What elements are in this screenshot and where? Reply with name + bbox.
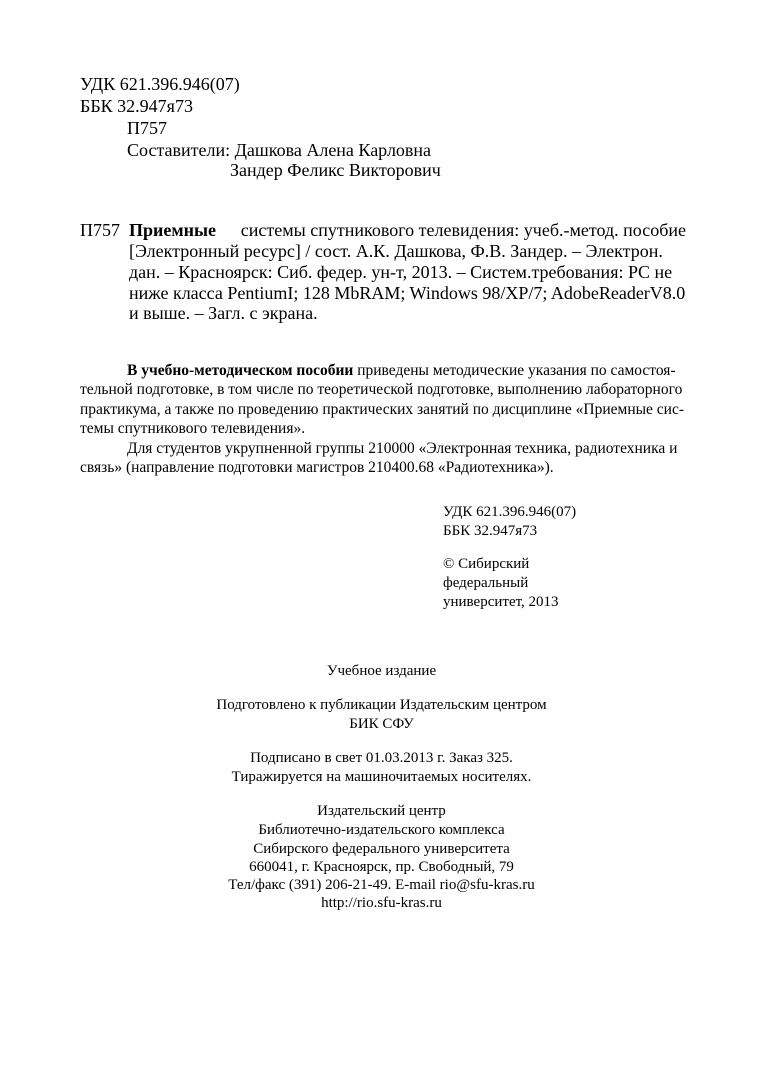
- abstract-bold-start: В учебно-методическом пособии: [127, 362, 354, 379]
- prepared-line-1: Подготовлено к публикации Издательским центром: [216, 697, 547, 713]
- bbk-code: ББК 32.947я73: [80, 96, 193, 116]
- compiler-second: Зандер Феликс Викторович: [230, 160, 441, 180]
- bib-line-2: [Электронный ресурс] / сост. А.К. Дашкова, Ф.В. Зандер. – Электрон.: [129, 241, 663, 261]
- bib-line-1-text: системы спутникового телевидения: учеб.-метод. пособие: [240, 220, 686, 240]
- abstract-line-5: Для студентов укрупненной группы 210000 «Электронная техника, радиотехника и: [127, 440, 678, 457]
- publisher-contacts: Тел/факс (391) 206-21-49. E-mail rio@sfu-kras.ru: [228, 877, 535, 893]
- bib-line-1: [129, 219, 686, 241]
- bib-title-bold: Приемные: [129, 220, 217, 240]
- copyright-line-2: федеральный: [443, 575, 529, 591]
- publisher-line-1: Издательский центр: [317, 803, 446, 819]
- copyright-line-1: © Сибирский: [443, 556, 530, 572]
- compilers-line: Составители: Дашкова Алена Карловна: [127, 140, 432, 160]
- bib-line-3: дан. – Красноярск: Сиб. федер. ун-т, 2013. – Систем.требования: PC не: [129, 262, 673, 282]
- bib-line-4: ниже класса PentiumI; 128 MbRAM; Windows 98/XP/7; AdobeReaderV8.0: [129, 283, 686, 303]
- bib-line-5: и выше. – Загл. с экрана.: [129, 303, 318, 323]
- abstract-line-6: связь» (направление подготовки магистров 210400.68 «Радиотехника»).: [80, 459, 554, 476]
- signed-line: Подписано в свет 01.03.2013 г. Заказ 325.: [250, 750, 513, 766]
- right-bbk: ББК 32.947я73: [443, 523, 538, 539]
- copies-line: Тиражируется на машиночитаемых носителях.: [231, 769, 532, 785]
- publisher-address: 660041, г. Красноярск, пр. Свободный, 79: [249, 859, 514, 875]
- publisher-line-3: Сибирского федерального университета: [253, 841, 510, 857]
- abstract-line-3: практикума, а также по проведению практических занятий по дисциплине «Приемные сис-: [80, 401, 685, 418]
- edition-type: Учебное издание: [326, 663, 437, 679]
- abstract-line-1: [127, 361, 676, 381]
- abstract-line-2: тельной подготовке, в том числе по теоретической подготовке, выполнению лабораторного: [80, 381, 683, 398]
- copyright-line-3: университет, 2013: [443, 594, 559, 610]
- udk-code: УДК 621.396.946(07): [80, 74, 240, 94]
- right-udk: УДК 621.396.946(07): [443, 504, 577, 520]
- publisher-line-2: Библиотечно-издательского комплекса: [258, 822, 505, 838]
- author-sign: П757: [127, 118, 167, 138]
- prepared-line-2: БИК СФУ: [349, 716, 414, 732]
- publisher-url[interactable]: http://rio.sfu-kras.ru: [321, 895, 442, 911]
- abstract-line-4: темы спутникового телевидения».: [80, 420, 306, 437]
- bib-code: П757: [80, 220, 120, 240]
- abstract-line-1-text: приведены методические указания по самостоя-: [357, 362, 676, 379]
